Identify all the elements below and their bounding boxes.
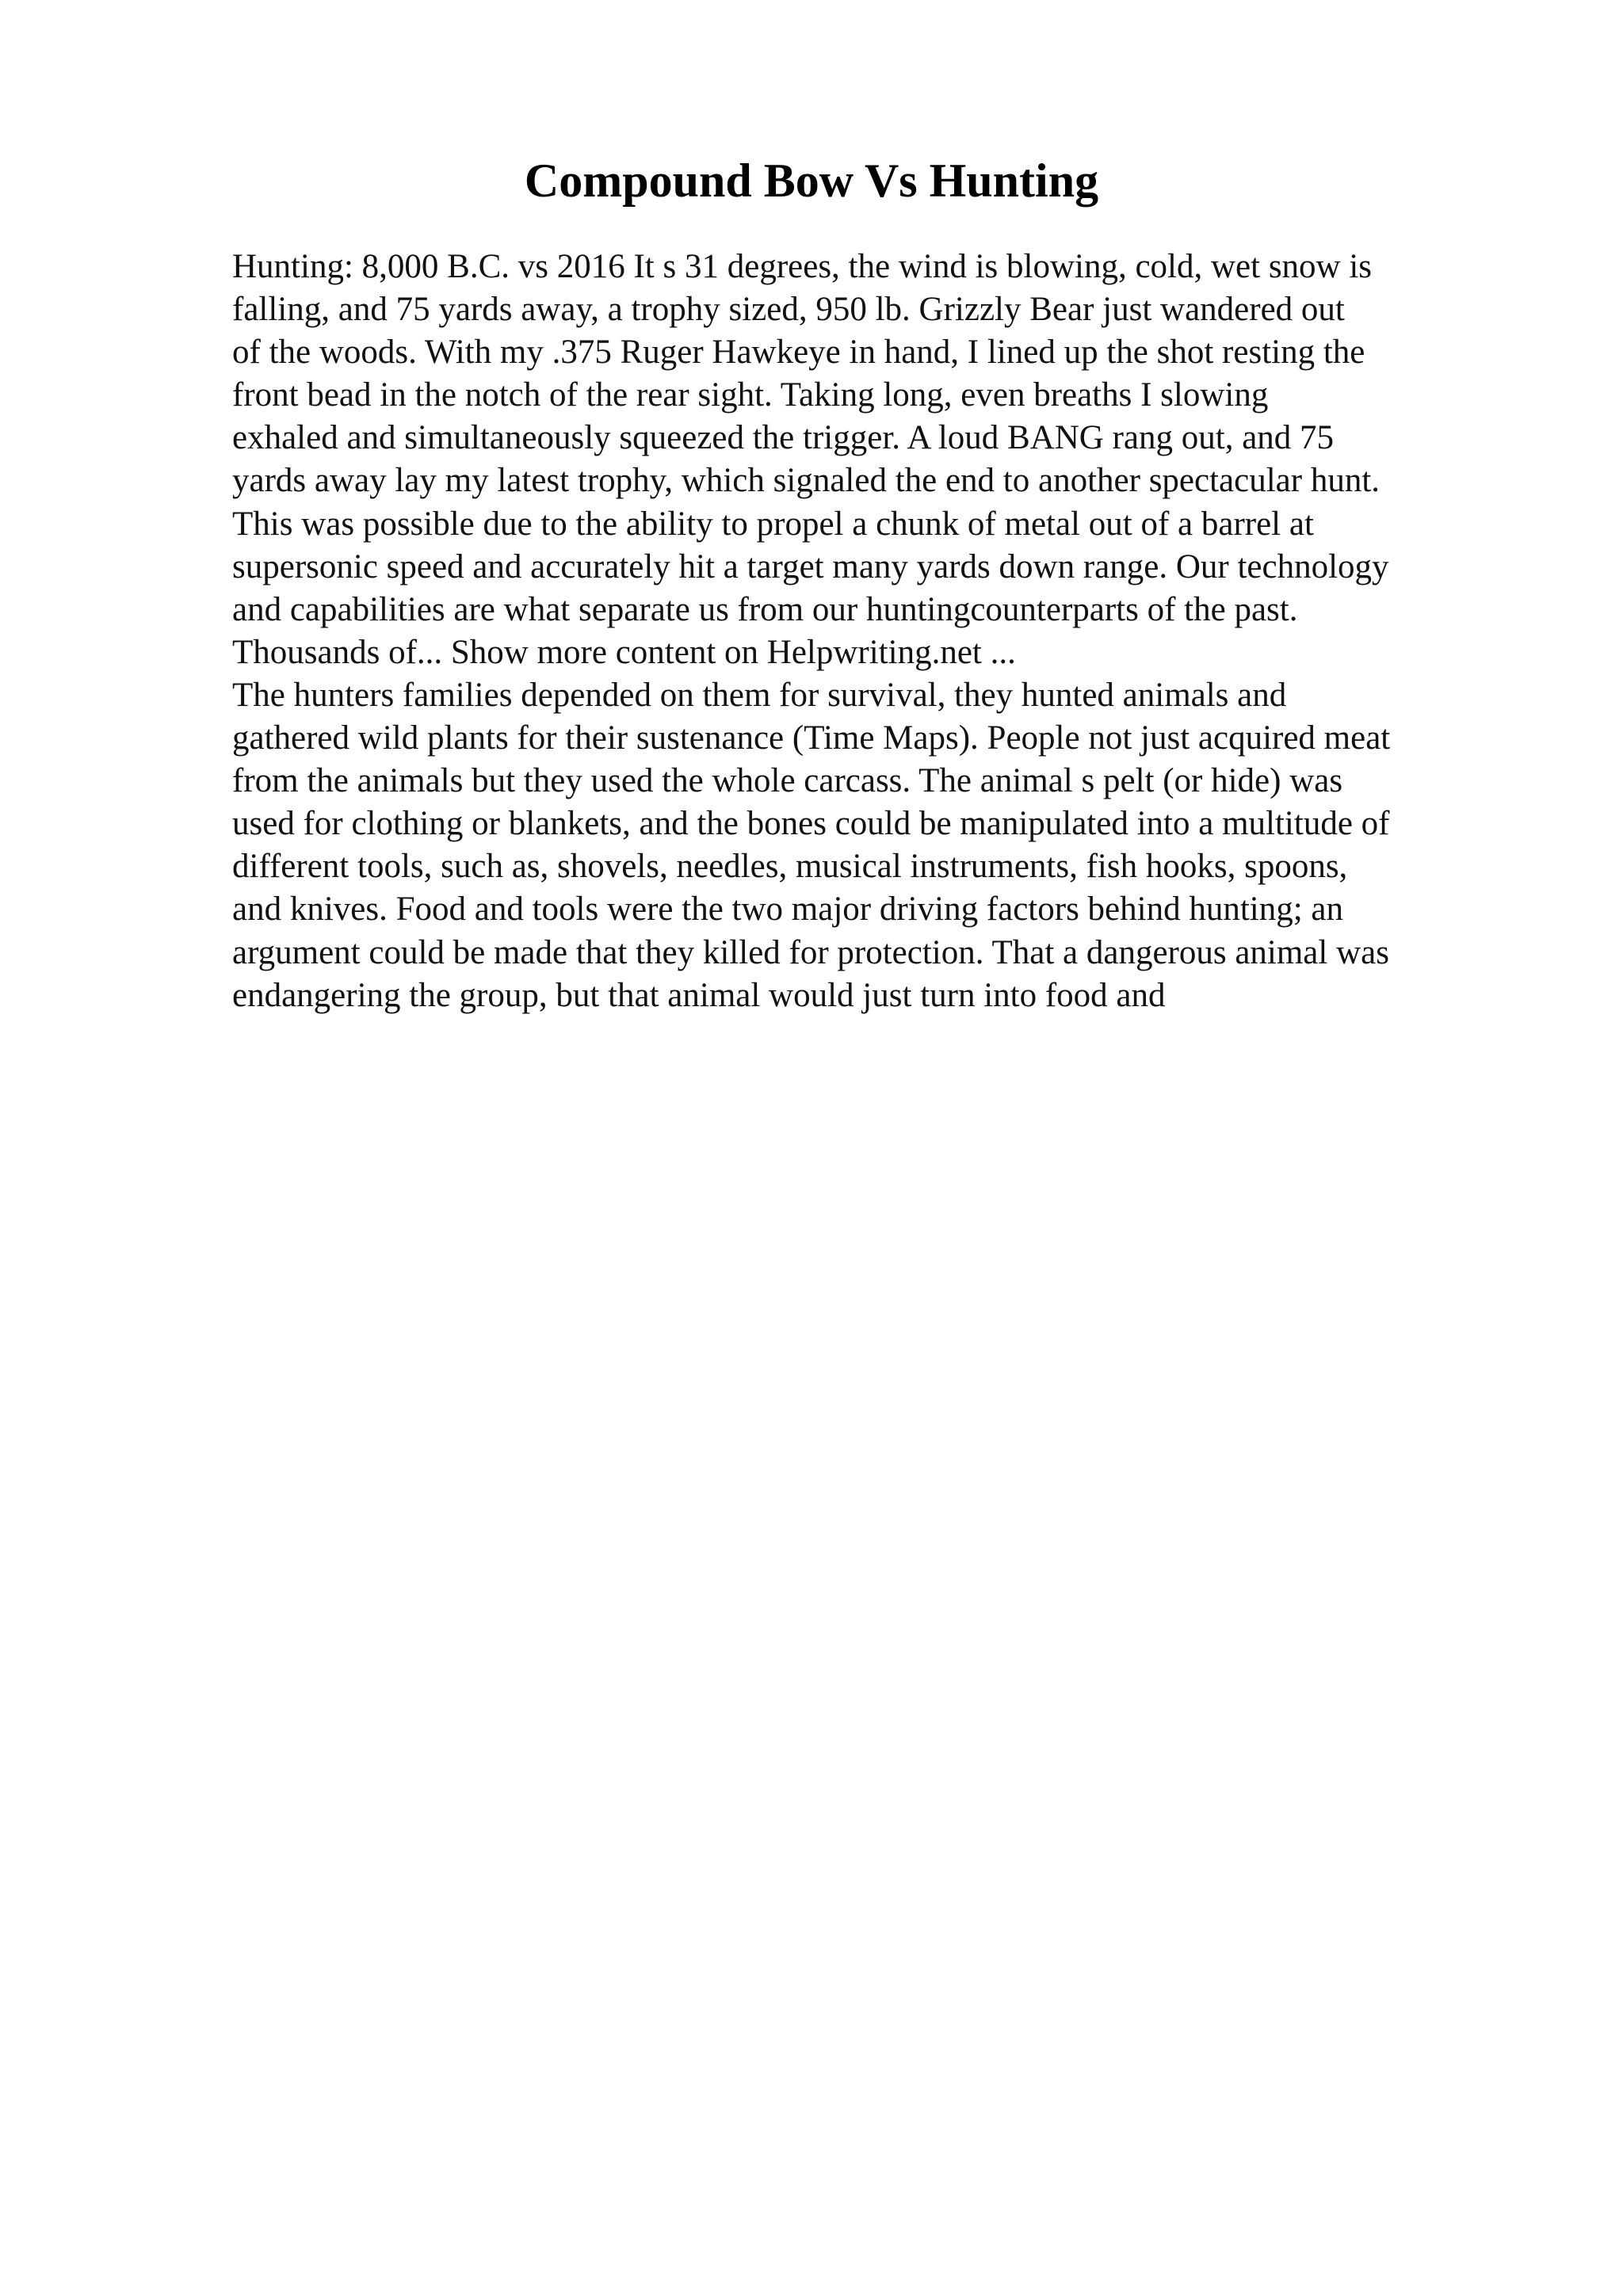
document-title: Compound Bow Vs Hunting [524,154,1099,207]
body-line: from the animals but they used the whole carcass. The animal s pelt (or hide) was [232,762,1343,800]
body-line: different tools, such as, shovels, needles, musical instruments, fish hooks, spoons, [232,848,1348,886]
body-line: endangering the group, but that animal would just turn into food and [232,976,1166,1014]
body-line: This was possible due to the ability to propel a chunk of metal out of a barrel at [232,505,1314,543]
body-line: Hunting: 8,000 B.C. vs 2016 It s 31 degrees, the wind is blowing, cold, wet snow is [232,248,1373,285]
body-line: Thousands of... Show more content on Helpwriting.net ... [232,633,1016,671]
body-line: falling, and 75 yards away, a trophy sized, 950 lb. Grizzly Bear just wandered out [232,291,1345,329]
body-line: of the woods. With my .375 Ruger Hawkeye in hand, I lined up the shot resting the [232,334,1365,372]
body-line: supersonic speed and accurately hit a target many yards down range. Our technology [232,547,1389,585]
body-line: and knives. Food and tools were the two major driving factors behind hunting; an [232,891,1344,929]
body-line: The hunters families depended on them for survival, they hunted animals and [232,676,1287,714]
body-line: exhaled and simultaneously squeezed the trigger. A loud BANG rang out, and 75 [232,419,1335,457]
body-line: gathered wild plants for their sustenance (Time Maps). People not just acquired meat [232,719,1391,757]
body-line: and capabilities are what separate us from our huntingcounterparts of the past. [232,590,1298,628]
body-line: argument could be made that they killed for protection. That a dangerous animal was [232,933,1389,971]
document-body [232,246,1500,1017]
body-line: used for clothing or blankets, and the bones could be manipulated into a multitude of [232,805,1390,843]
body-line: front bead in the notch of the rear sight. Taking long, even breaths I slowing [232,376,1269,414]
body-line: yards away lay my latest trophy, which signaled the end to another spectacular hunt. [232,462,1381,500]
